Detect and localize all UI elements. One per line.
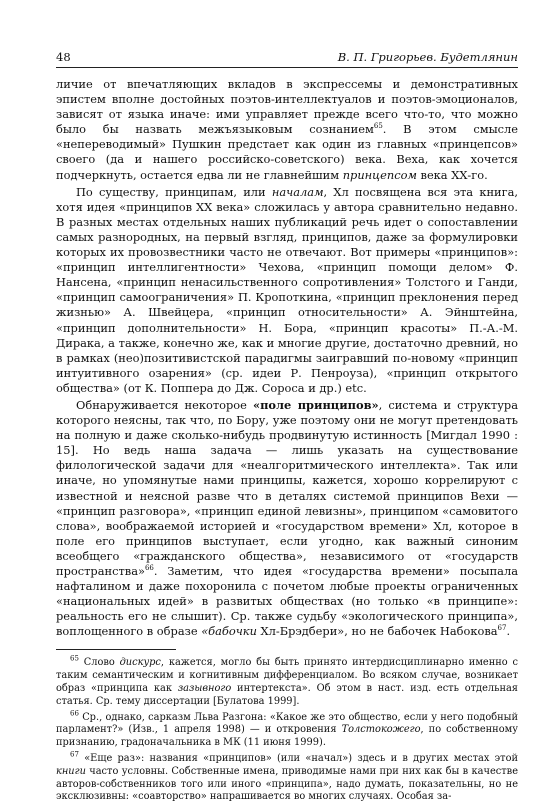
footnote-text-run: интертекста». Об этом в наст. изд. есть отдельная статья. Ср. тему диссертации [Булатова 1999]. xyxy=(56,683,518,707)
paragraph-text-run: . Заметим, что идея «государства времени» посыпала нафталином и даже похоронила с почетом любые проекты ограниченных «национальных идей» в развитых обществах (но только «в принципе»: реальность его не слышит). Ср. также судьбу «экологического принципа», воплощенного в образе xyxy=(56,564,518,639)
footnote-ref: 67 xyxy=(70,750,79,759)
main-text xyxy=(56,77,518,639)
page-number: 48 xyxy=(56,50,71,64)
paragraph-text-run: , система и структура которого неясны, так что, по Бору, уже поэтому они не могут претендовать на полную и даже сколько-нибудь продвинутую истинность [Мигдал 1990 : 15]. Но ведь наша задача — лишь указать на существование филологической задачи для «неалгоритмического интеллекта». Так или иначе, но упомянутые нами принципы, кажется, хорошо коррелируют с известной и неясной разве что в деталях системой принципов Вехи — «принцип разговора», «принцип единой левизны», принципом «самовитого слова», воображаемой историей и «государством времени» Хл, которое в поле его принципов выступает, если угодно, как важный синоним всеобщего «гражданского общества», независимого от «государств пространства» xyxy=(56,397,518,578)
footnote-text-run: Ср., однако, сарказм Льва Разгона: «Какое же это общество, если у него подобный парламент?» (Изв., 1 апреля 1998) — и откровения xyxy=(56,711,518,736)
paragraph-text-run: Обнаруживается некоторое xyxy=(76,397,253,412)
paragraph-3 xyxy=(56,398,518,640)
footnote-ref: 65 xyxy=(373,122,383,131)
paragraph-text-run: . xyxy=(506,624,511,639)
paragraph-text-run: века ХХ-го. xyxy=(416,167,488,182)
footnote-text-run: книги xyxy=(56,765,86,777)
paragraph-2 xyxy=(56,185,518,396)
footnote-67 xyxy=(56,750,518,804)
paragraph-text-run: принцепсом xyxy=(342,167,417,182)
footnotes xyxy=(56,657,518,804)
book-page xyxy=(56,50,518,807)
paragraph-1 xyxy=(56,77,518,183)
running-header xyxy=(56,50,518,68)
paragraph-text-run: Хл-Брэдбери», но не бабочек Набокова xyxy=(256,624,498,639)
footnote-text-run: дискурс xyxy=(119,657,161,669)
footnote-text-run: , по собственному признанию, градоначальника в МК (11 июня 1999). xyxy=(56,724,518,749)
footnote-divider xyxy=(56,649,176,650)
paragraph-text-run: началам xyxy=(271,184,324,199)
footnote-text-run: Толстокожего xyxy=(341,724,421,736)
footnote-65 xyxy=(56,657,518,708)
footnote-ref: 66 xyxy=(144,564,154,573)
paragraph-text-run: «поле принципов» xyxy=(252,397,379,412)
footnote-ref: 65 xyxy=(70,655,79,664)
paragraph-text-run: «бабочки xyxy=(201,624,257,639)
footnote-ref: 67 xyxy=(497,624,507,633)
footnote-text-run: часто условны. Собственные имена, приводимые нами при них как бы в качестве авторов-собственников того или иного «принципа», надо думать, показательны, но не эксклюзивны: «соавторство» напрашивается во многих случаях. Особая за- xyxy=(56,765,518,803)
running-title: В. П. Григорьев. Будетлянин xyxy=(337,50,518,64)
footnote-ref: 66 xyxy=(70,709,79,718)
paragraph-text-run: , Хл посвящена вся эта книга, хотя идея «принципов ХХ века» сложилась у автора сравнительно недавно. В разных местах отдельных наших публикаций речь идет о сопоставлении самых разнородных, на первый взгляд, принципов, даже за формулировки которых их провозвестники часто не отвечают. Вот примеры «принципов»: «принцип интеллигентности» Чехова, «принцип помощи делом» Ф. Нансена, «принцип ненасильственного сопротивления» Толстого и Ганди, «принцип самоограничения» П. Кропоткина, «принцип преклонения перед жизнью» А. Швейцера, «принцип относительности» А. Эйнштейна, «принцип дополнительности» Н. Бора, «принцип красоты» П.-А.-М. Дирака, а также, конечно же, как и многие другие, достаточно древний, но в рамках (нео)позитивистской парадигмы заигравший по-новому «принцип интуитивного озарения» (ср. идеи Р. Пенроуза), «принцип открытого общества» (от К. Поппера до Дж. Сороса и др.) etc. xyxy=(56,184,519,395)
footnote-text-run: , кажется, могло бы быть принято интердисциплинарно именно с таким семантическим и когнитивным дифференциалом. Во всяком случае, возникает образ «принципа как xyxy=(56,657,518,695)
footnote-text-run: Слово xyxy=(78,657,120,669)
footnote-text-run: «Еще раз»: названия «принципов» (или «начал») здесь и в других местах этой xyxy=(78,753,518,765)
footnote-66 xyxy=(56,709,518,750)
footnote-text-run: зазывного xyxy=(177,683,232,695)
paragraph-text-run: личие от впечатляющих вкладов в экспрессемы и демонстративных эпистем вполне достойных поэтов-интеллектуалов и поэтов-эмоционалов, зависят от языка иначе: ими управляет прежде всего что-то, что можно было бы назвать межъязыковым сознанием xyxy=(56,77,518,137)
paragraph-text-run: По существу, принципам, или xyxy=(76,184,272,199)
paragraph-text-run: . В этом смысле «непереводимый» Пушкин предстает как один из главных «принцепсов» своего (да и нашего российско-советского) века. Веха, как хочется подчеркнуть, остается едва ли не главнейшим xyxy=(56,122,518,182)
